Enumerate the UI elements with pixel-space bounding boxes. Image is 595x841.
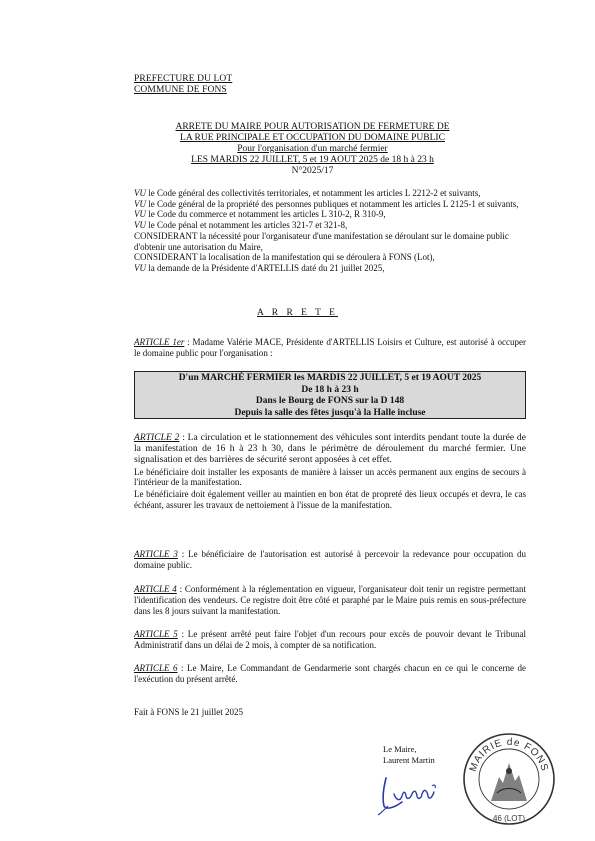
mairie-stamp-seal [461,731,557,827]
arrete-heading: A R R E T E [257,308,338,318]
article-label: ARTICLE 5 [134,629,178,639]
article-label: ARTICLE 6 [134,663,178,673]
visa-item: VU le Code général de la propriété des personnes publiques et notamment les articles L 2125-1 et suivants, [134,198,519,209]
title-line-1: ARRETE DU MAIRE POUR AUTORISATION DE FERMETURE DE [175,122,450,132]
article-3: ARTICLE 3 : Le bénéficiaire de l'autorisation est autorisé à percevoir la redevance pour occupation du domaine public. [134,549,526,570]
article-6: ARTICLE 6 : Le Maire, Le Commandant de Gendarmerie sont chargés chacun en ce qui le concerne de l'exécution du présent arrêté. [134,663,526,684]
article-label: ARTICLE 3 [134,549,178,559]
visa-item: VU le Code du commerce et notamment les articles L 310-2, R 310-9, [134,209,386,220]
decree-title [120,122,505,177]
article-1: ARTICLE 1er : Madame Valérie MACE, Présidente d'ARTELLIS Loisirs et Culture, est autorisé à occuper le domaine public pour l'organisation : [134,337,526,358]
visa-item: CONSIDERANT la nécessité pour l'organisateur d'une manifestation se déroulant sur le domaine public d'obtenir une autorisation du Maire, [134,230,509,252]
title-line-3: Pour l'organisation d'un marché fermier [237,144,388,154]
article-label: ARTICLE 2 [134,432,180,443]
decree-number: N°2025/17 [291,166,334,176]
signatory-name: Laurent Martin [383,755,435,765]
event-line-3: Dans le Bourg de FONS sur la D 148 [255,396,405,406]
svg-text:MAIRIE de FONS: MAIRIE de FONS [467,736,551,774]
article-4: ARTICLE 4 : Conformément à la réglementation en vigueur, l'organisateur doit tenir un registre permettant l'identification des vendeurs. Ce registre doit être côté et paraphé par le Maire puis remis en sous-préfecture dans les 8 jours suivant la manifestation. [134,584,526,616]
signatory-role: Le Maire, [383,744,417,754]
svg-text:46 (LOT): 46 (LOT) [492,814,526,823]
event-box [134,371,526,419]
signatory-block [383,744,435,766]
handwritten-signature [372,766,452,816]
article-label: ARTICLE 1er [134,337,185,347]
visa-item: VU le Code général des collectivités territoriales, et notamment les articles L 2212-2 et suivants, [134,188,481,198]
article-2-paragraph-2: Le bénéficiaire doit installer les exposants de manière à laisser un accès permanent aux engins de secours à l'intérieur de la manifestation. [134,466,526,488]
visa-item: VU la demande de la Présidente d'ARTELLIS daté du 21 juillet 2025, [134,262,385,273]
title-line-4: LES MARDIS 22 JUILLET, 5 et 19 AOUT 2025 de 18 h à 23 h [191,155,434,165]
event-line-2: De 18 h à 23 h [301,384,359,395]
visas-list [134,188,529,274]
commune-header: COMMUNE DE FONS [134,85,227,95]
title-line-2: LA RUE PRINCIPALE ET OCCUPATION DU DOMAINE PUBLIC [180,133,445,143]
visa-item: VU le Code pénal et notamment les articles 321-7 et 321-8, [134,220,348,231]
event-line-4: Depuis la salle des fêtes jusqu'à la Halle incluse [234,407,426,418]
event-line-1: D'un MARCHÉ FERMIER les MARDIS 22 JUILLET, 5 et 19 AOUT 2025 [178,373,482,383]
article-2-paragraph-3: Le bénéficiaire doit également veiller au maintien en bon état de propreté des lieux occupés et devra, le cas échéant, assurer les travaux de nettoiement à l'issue de la manifestation. [134,489,526,510]
article-label: ARTICLE 4 [134,584,177,594]
prefecture-header: PREFECTURE DU LOT [134,74,233,84]
article-5: ARTICLE 5 : Le présent arrêté peut faire l'objet d'un recours pour excès de pouvoir devant le Tribunal Administratif dans un délai de 2 mois, à compter de sa notification. [134,629,526,650]
place-date: Fait à FONS le 21 juillet 2025 [134,707,243,717]
visa-item: CONSIDERANT la localisation de la manifestation qui se déroulera à FONS (Lot), [134,252,435,263]
article-2: ARTICLE 2 : La circulation et le stationnement des véhicules sont interdits pendant toute la durée de la manifestation de 16 h à 23 h 30, dans le périmètre de déroulement du marché fermier. Une signalisation et des barrières de sécurité seront apposées à cet effet. Le bénéficiaire doit installer les exposants de manière à laisser un accès permanent aux engins de secours à l'intérieur de la manifestation. Le bénéficiaire doit également veiller au maintien en bon état de propreté des lieux occupés et devra, le cas échéant, assurer les travaux de nettoiement à l'issue de la manifestation. [134,432,526,510]
